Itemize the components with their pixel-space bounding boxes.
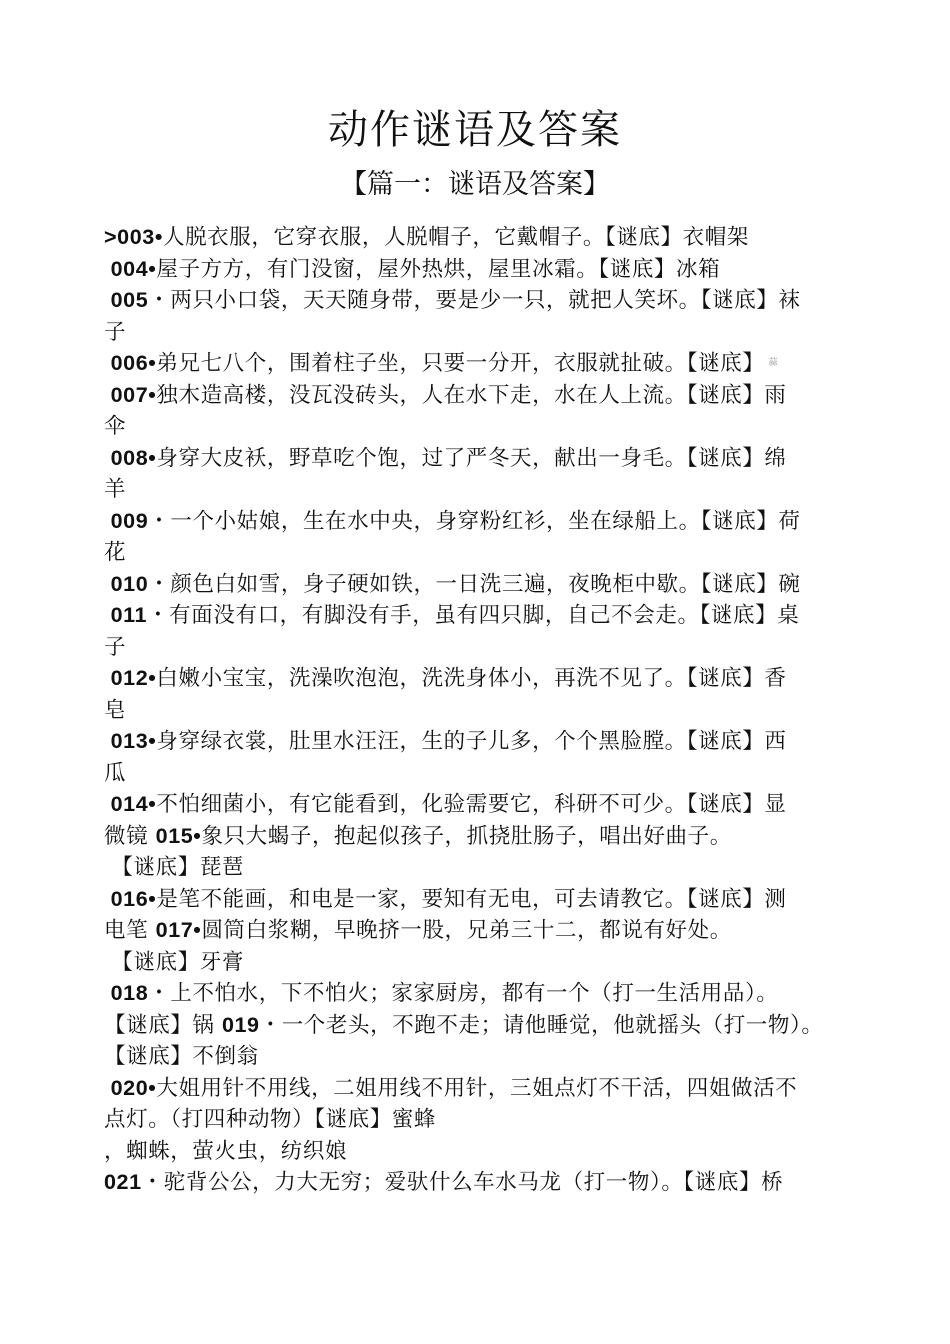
riddle-line bbox=[104, 1010, 872, 1042]
riddle-number: 021 bbox=[104, 1170, 142, 1194]
riddle-text: ・上不怕水，下不怕火；家家厨房，都有一个（打一生活用品）。 bbox=[148, 981, 779, 1006]
riddle-line bbox=[104, 537, 872, 569]
riddle-list bbox=[104, 222, 872, 1199]
riddle-line bbox=[104, 1073, 872, 1105]
riddle-line bbox=[104, 663, 872, 695]
riddle-text: 弟兄七八个，围着柱子坐，只要一分开，衣服就扯破。【谜底】 bbox=[156, 351, 765, 376]
riddle-number: 012• bbox=[104, 666, 157, 690]
riddle-number: 010 bbox=[104, 571, 149, 596]
riddle-line bbox=[104, 726, 872, 758]
riddle-number: 007• bbox=[104, 382, 157, 407]
riddle-line bbox=[104, 915, 872, 947]
riddle-line bbox=[104, 947, 872, 979]
riddle-line bbox=[104, 411, 872, 443]
riddle-text: 圆筒白浆糊，早晚挤一股，兄弟三十二，都说有好处。 bbox=[201, 918, 732, 943]
riddle-text: 皂 bbox=[104, 697, 127, 723]
riddle-line bbox=[104, 789, 872, 821]
riddle-number: 009 bbox=[104, 508, 149, 533]
riddle-text: 子 bbox=[104, 634, 127, 660]
riddle-number: 011 bbox=[104, 603, 148, 627]
riddle-text: ・两只小口袋，天天随身带，要是少一只，就把人笑坏。【谜底】袜 bbox=[148, 288, 801, 313]
riddle-number: 015• bbox=[155, 823, 202, 848]
document-title: 动作谜语及答案 bbox=[328, 107, 622, 153]
riddle-line bbox=[104, 443, 872, 475]
document-subtitle: 【篇一：谜语及答案】 bbox=[340, 169, 610, 200]
riddle-text: 大姐用针不用线，二姐用线不用针，三姐点灯不干活，四姐做活不 bbox=[156, 1075, 798, 1101]
riddle-text: 屋子方方，有门没窗，屋外热烘，屋里冰霜。【谜底】冰箱 bbox=[156, 256, 721, 282]
riddle-number: 005 bbox=[104, 288, 149, 312]
riddle-text: ・驼背公公，力大无穷；爱驮什么车水马龙（打一物）。【谜底】桥 bbox=[141, 1170, 784, 1195]
riddle-text: 【谜底】琵琶 bbox=[104, 855, 245, 880]
riddle-text: ・一个老头，不跑不走；请他睡觉，他就摇头（打一物）。 bbox=[259, 1012, 824, 1038]
riddle-text: ・一个小姑娘，生在水中央，身穿粉红衫，坐在绿船上。【谜底】荷 bbox=[148, 508, 801, 534]
riddle-line bbox=[104, 695, 872, 727]
riddle-number: >003• bbox=[104, 225, 163, 249]
riddle-number: 004• bbox=[104, 256, 157, 281]
riddle-text: 【谜底】牙膏 bbox=[104, 949, 245, 975]
riddle-line bbox=[104, 254, 872, 286]
riddle-text: 白嫩小宝宝，洗澡吹泡泡，洗洗身体小，再洗不见了。【谜底】香 bbox=[156, 666, 787, 691]
riddle-line bbox=[104, 285, 872, 317]
riddle-line bbox=[104, 222, 872, 254]
riddle-text: ・有面没有口，有脚没有手，虽有四只脚，自己不会走。【谜底】桌 bbox=[147, 603, 800, 628]
riddle-text: 【谜底】不倒翁 bbox=[104, 1044, 259, 1069]
riddle-text: 点灯。（打四种动物）【谜底】蜜蜂 bbox=[104, 1107, 437, 1132]
riddle-line bbox=[104, 821, 872, 853]
riddle-text: 身穿绿衣裳，肚里水汪汪，生的子儿多，个个黑脸膛。【谜底】西 bbox=[156, 729, 787, 754]
riddle-text: 羊 bbox=[104, 477, 127, 502]
riddle-line bbox=[104, 474, 872, 506]
riddle-line bbox=[104, 380, 872, 412]
riddle-line bbox=[104, 978, 872, 1010]
riddle-line bbox=[104, 758, 872, 790]
riddle-number: 016• bbox=[104, 886, 157, 911]
riddle-text: 瓜 bbox=[104, 760, 127, 786]
riddle-text: 电笔 bbox=[104, 918, 156, 943]
riddle-text: 独木造高楼，没瓦没砖头，人在水下走，水在人上流。【谜底】雨 bbox=[156, 382, 787, 408]
riddle-text: 是笔不能画，和电是一家，要知有无电，可去请教它。【谜底】测 bbox=[156, 886, 787, 912]
riddle-line bbox=[104, 1167, 872, 1199]
riddle-text: 人脱衣服，它穿衣服，人脱帽子，它戴帽子。【谜底】衣帽架 bbox=[162, 225, 749, 250]
riddle-line bbox=[104, 1104, 872, 1136]
riddle-line bbox=[104, 506, 872, 538]
riddle-text: 伞 bbox=[104, 414, 127, 439]
riddle-text: 不怕细菌小，有它能看到，化验需要它，科研不可少。【谜底】显 bbox=[156, 792, 787, 817]
riddle-text: 花 bbox=[104, 540, 127, 565]
riddle-number: 017• bbox=[155, 918, 202, 942]
riddle-line bbox=[104, 348, 872, 380]
riddle-number: 008• bbox=[104, 445, 157, 470]
riddle-line bbox=[104, 884, 872, 916]
riddle-line bbox=[104, 317, 872, 349]
faint-mark: 蒜 bbox=[768, 358, 779, 369]
riddle-line bbox=[104, 569, 872, 601]
riddle-number: 006• bbox=[104, 351, 157, 375]
riddle-number: 018 bbox=[104, 981, 149, 1005]
riddle-text: 微镜 bbox=[104, 823, 156, 849]
riddle-number: 020• bbox=[104, 1075, 157, 1100]
riddle-number: 013• bbox=[104, 729, 157, 753]
riddle-line bbox=[104, 632, 872, 664]
riddle-text: ，蜘蛛，萤火虫，纺织娘 bbox=[104, 1138, 348, 1164]
riddle-text: 子 bbox=[104, 319, 127, 345]
riddle-line bbox=[104, 1041, 872, 1073]
riddle-line bbox=[104, 600, 872, 632]
riddle-number: 019 bbox=[221, 1012, 260, 1037]
riddle-text: ・颜色白如雪，身子硬如铁，一日洗三遍，夜晚柜中歇。【谜底】碗 bbox=[148, 571, 801, 597]
riddle-text: 【谜底】锅 bbox=[104, 1012, 222, 1038]
riddle-text: 象只大蝎子，抱起似孩子，抓挠肚肠子，唱出好曲子。 bbox=[201, 823, 732, 849]
riddle-line bbox=[104, 852, 872, 884]
riddle-line bbox=[104, 1136, 872, 1168]
riddle-number: 014• bbox=[104, 792, 157, 816]
riddle-text: 身穿大皮袄，野草吃个饱，过了严冬天，献出一身毛。【谜底】绵 bbox=[156, 445, 787, 471]
